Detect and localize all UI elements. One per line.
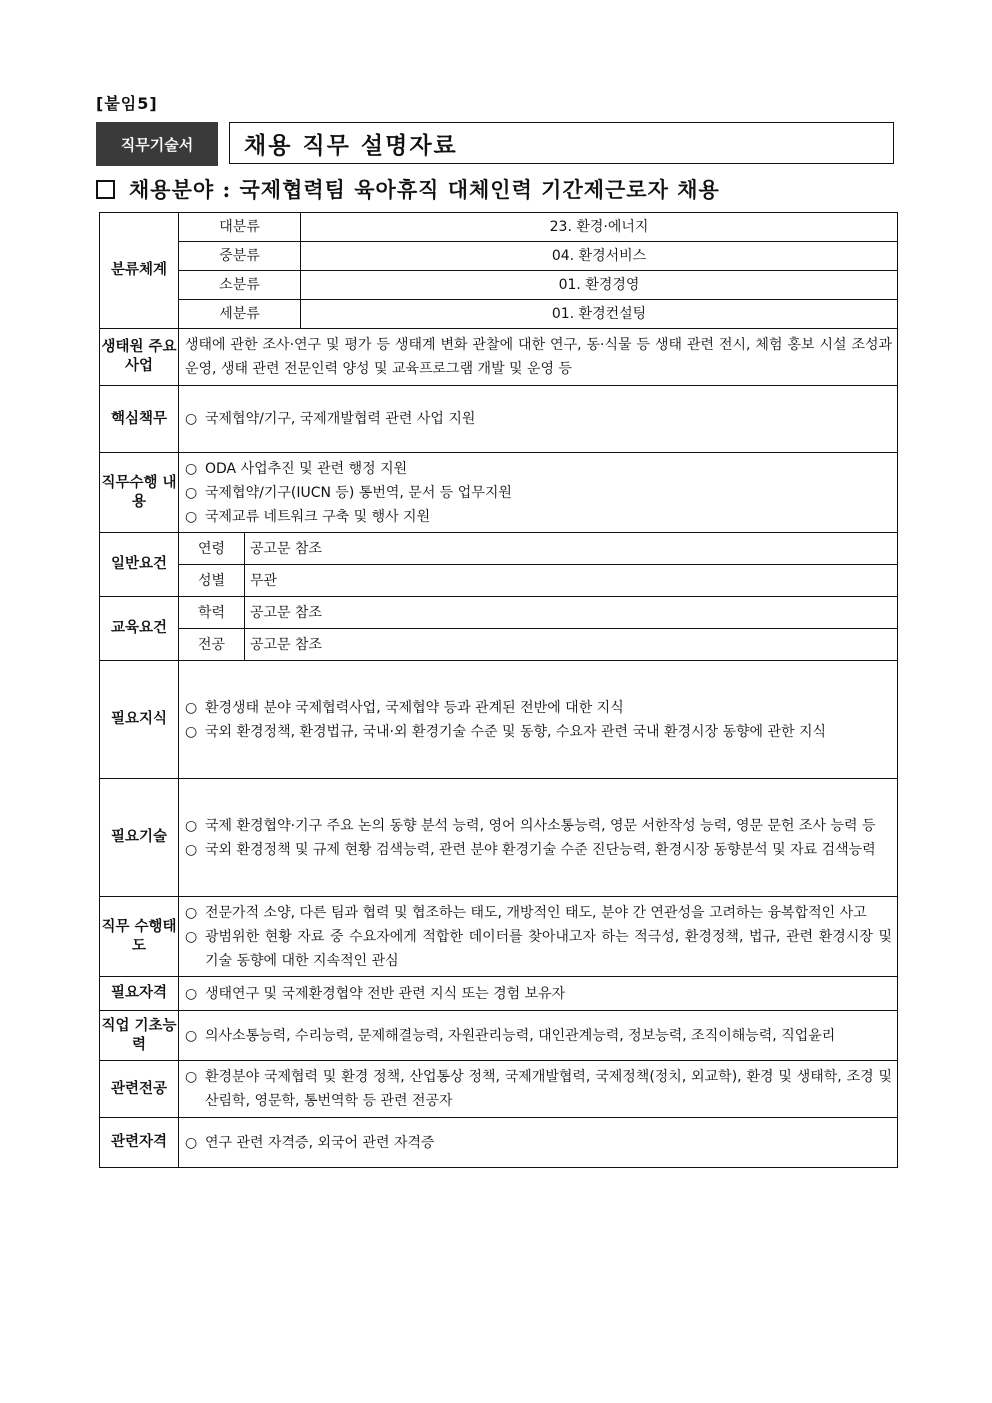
- related-major-header: 관련전공: [100, 1061, 179, 1118]
- education-req-label: 전공: [179, 629, 245, 661]
- classification-value: 04. 환경서비스: [301, 242, 898, 271]
- general-req-label: 연령: [179, 533, 245, 565]
- classification-row-major: [100, 213, 898, 242]
- core-duty-row: [100, 386, 898, 453]
- list-item: ○ 국외 환경정책 및 규제 현황 검색능력, 관련 분야 환경기술 수준 진단능력, 환경시장 동향분석 및 자료 검색능력: [185, 841, 876, 858]
- list-item: ○ 광범위한 현황 자료 중 수요자에게 적합한 데이터를 찾아내고자 하는 적극성, 환경정책, 법규, 관련 환경시장 및 기술 동향에 대한 지속적인 관심: [185, 928, 893, 969]
- classification-value: 23. 환경·에너지: [301, 213, 898, 242]
- job-description-table: [99, 212, 898, 1168]
- education-req-value: 공고문 참조: [245, 597, 898, 629]
- field-heading: [96, 174, 720, 204]
- list-item: ○ 국제 환경협약·기구 주요 논의 동향 분석 능력, 영어 의사소통능력, 영문 서한작성 능력, 영문 문헌 조사 능력 등: [185, 817, 876, 834]
- general-req-row-gender: [100, 565, 898, 597]
- classification-row-middle: [100, 242, 898, 271]
- related-cert-header: 관련자격: [100, 1118, 179, 1168]
- list-item: ○ 국제교류 네트워크 구축 및 행사 지원: [185, 508, 431, 525]
- qualification-header: 필요자격: [100, 977, 179, 1011]
- skills-row: [100, 779, 898, 897]
- related-major-row: [100, 1061, 898, 1118]
- qualification-row: [100, 977, 898, 1011]
- list-item: ○ 환경생태 분야 국제협력사업, 국제협약 등과 관계된 전반에 대한 지식: [185, 699, 624, 716]
- classification-label: 중분류: [179, 242, 301, 271]
- list-item: ○ 연구 관련 자격증, 외국어 관련 자격증: [185, 1134, 435, 1151]
- general-req-row-age: [100, 533, 898, 565]
- basic-ability-header: 직업 기초능력: [100, 1011, 179, 1061]
- skills-header: 필요기술: [100, 779, 179, 897]
- general-req-header: 일반요건: [100, 533, 179, 597]
- list-item: ○ 의사소통능력, 수리능력, 문제해결능력, 자원관리능력, 대인관계능력, 정보능력, 조직이해능력, 직업윤리: [185, 1027, 836, 1044]
- attitude-header: 직무 수행태도: [100, 897, 179, 977]
- basic-ability-row: [100, 1011, 898, 1061]
- education-req-header: 교육요건: [100, 597, 179, 661]
- classification-row-detail: [100, 300, 898, 329]
- field-title: 채용분야 : 국제협력팀 육아휴직 대체인력 기간제근로자 채용: [129, 177, 720, 202]
- list-item: ○ 국외 환경정책, 환경법규, 국내·외 환경기술 수준 및 동향, 수요자 관련 국내 환경시장 동향에 관한 지식: [185, 723, 827, 740]
- job-content-header: 직무수행 내용: [100, 453, 179, 533]
- attitude-row: [100, 897, 898, 977]
- list-item: ○ 국제협약/기구, 국제개발협력 관련 사업 지원: [185, 411, 476, 427]
- core-duty-header: 핵심책무: [100, 386, 179, 453]
- main-business-text: 생태에 관한 조사·연구 및 평가 등 생태계 변화 관찰에 대한 연구, 동·식물 등 생태 관련 전시, 체험 홍보 시설 조성과 운영, 생태 관련 전문인력 양성 및 교육프로그램 개발 및 운영 등: [179, 329, 898, 386]
- knowledge-header: 필요지식: [100, 661, 179, 779]
- classification-label: 소분류: [179, 271, 301, 300]
- doc-type-badge: 직무기술서: [96, 122, 218, 166]
- main-business-row: [100, 329, 898, 386]
- general-req-value: 공고문 참조: [245, 533, 898, 565]
- list-item: ○ 전문가적 소양, 다른 팀과 협력 및 협조하는 태도, 개방적인 태도, 분야 간 연관성을 고려하는 융복합적인 사고: [185, 904, 867, 921]
- main-business-header: 생태원 주요사업: [100, 329, 179, 386]
- attachment-label: [붙임5]: [96, 94, 158, 113]
- checkbox-icon: [96, 180, 115, 199]
- list-item: ○ 환경분야 국제협력 및 환경 정책, 산업통상 정책, 국제개발협력, 국제정책(정치, 외교학), 환경 및 생태학, 조경 및 산림학, 영문학, 통번역학 등 관련 전공자: [185, 1069, 893, 1109]
- classification-value: 01. 환경컨설팅: [301, 300, 898, 329]
- list-item: ○ 생태연구 및 국제환경협약 전반 관련 지식 또는 경험 보유자: [185, 985, 566, 1002]
- related-cert-row: [100, 1118, 898, 1168]
- knowledge-row: [100, 661, 898, 779]
- classification-label: 대분류: [179, 213, 301, 242]
- education-req-label: 학력: [179, 597, 245, 629]
- job-content-row: [100, 453, 898, 533]
- classification-header: 분류체계: [100, 213, 179, 329]
- list-item: ○ ODA 사업추진 및 관련 행정 지원: [185, 460, 408, 477]
- classification-value: 01. 환경경영: [301, 271, 898, 300]
- general-req-label: 성별: [179, 565, 245, 597]
- list-item: ○ 국제협약/기구(IUCN 등) 통번역, 문서 등 업무지원: [185, 484, 512, 501]
- classification-row-minor: [100, 271, 898, 300]
- document-title: 채용 직무 설명자료: [229, 122, 894, 164]
- education-req-row-degree: [100, 597, 898, 629]
- education-req-value: 공고문 참조: [245, 629, 898, 661]
- education-req-row-major: [100, 629, 898, 661]
- classification-label: 세분류: [179, 300, 301, 329]
- general-req-value: 무관: [245, 565, 898, 597]
